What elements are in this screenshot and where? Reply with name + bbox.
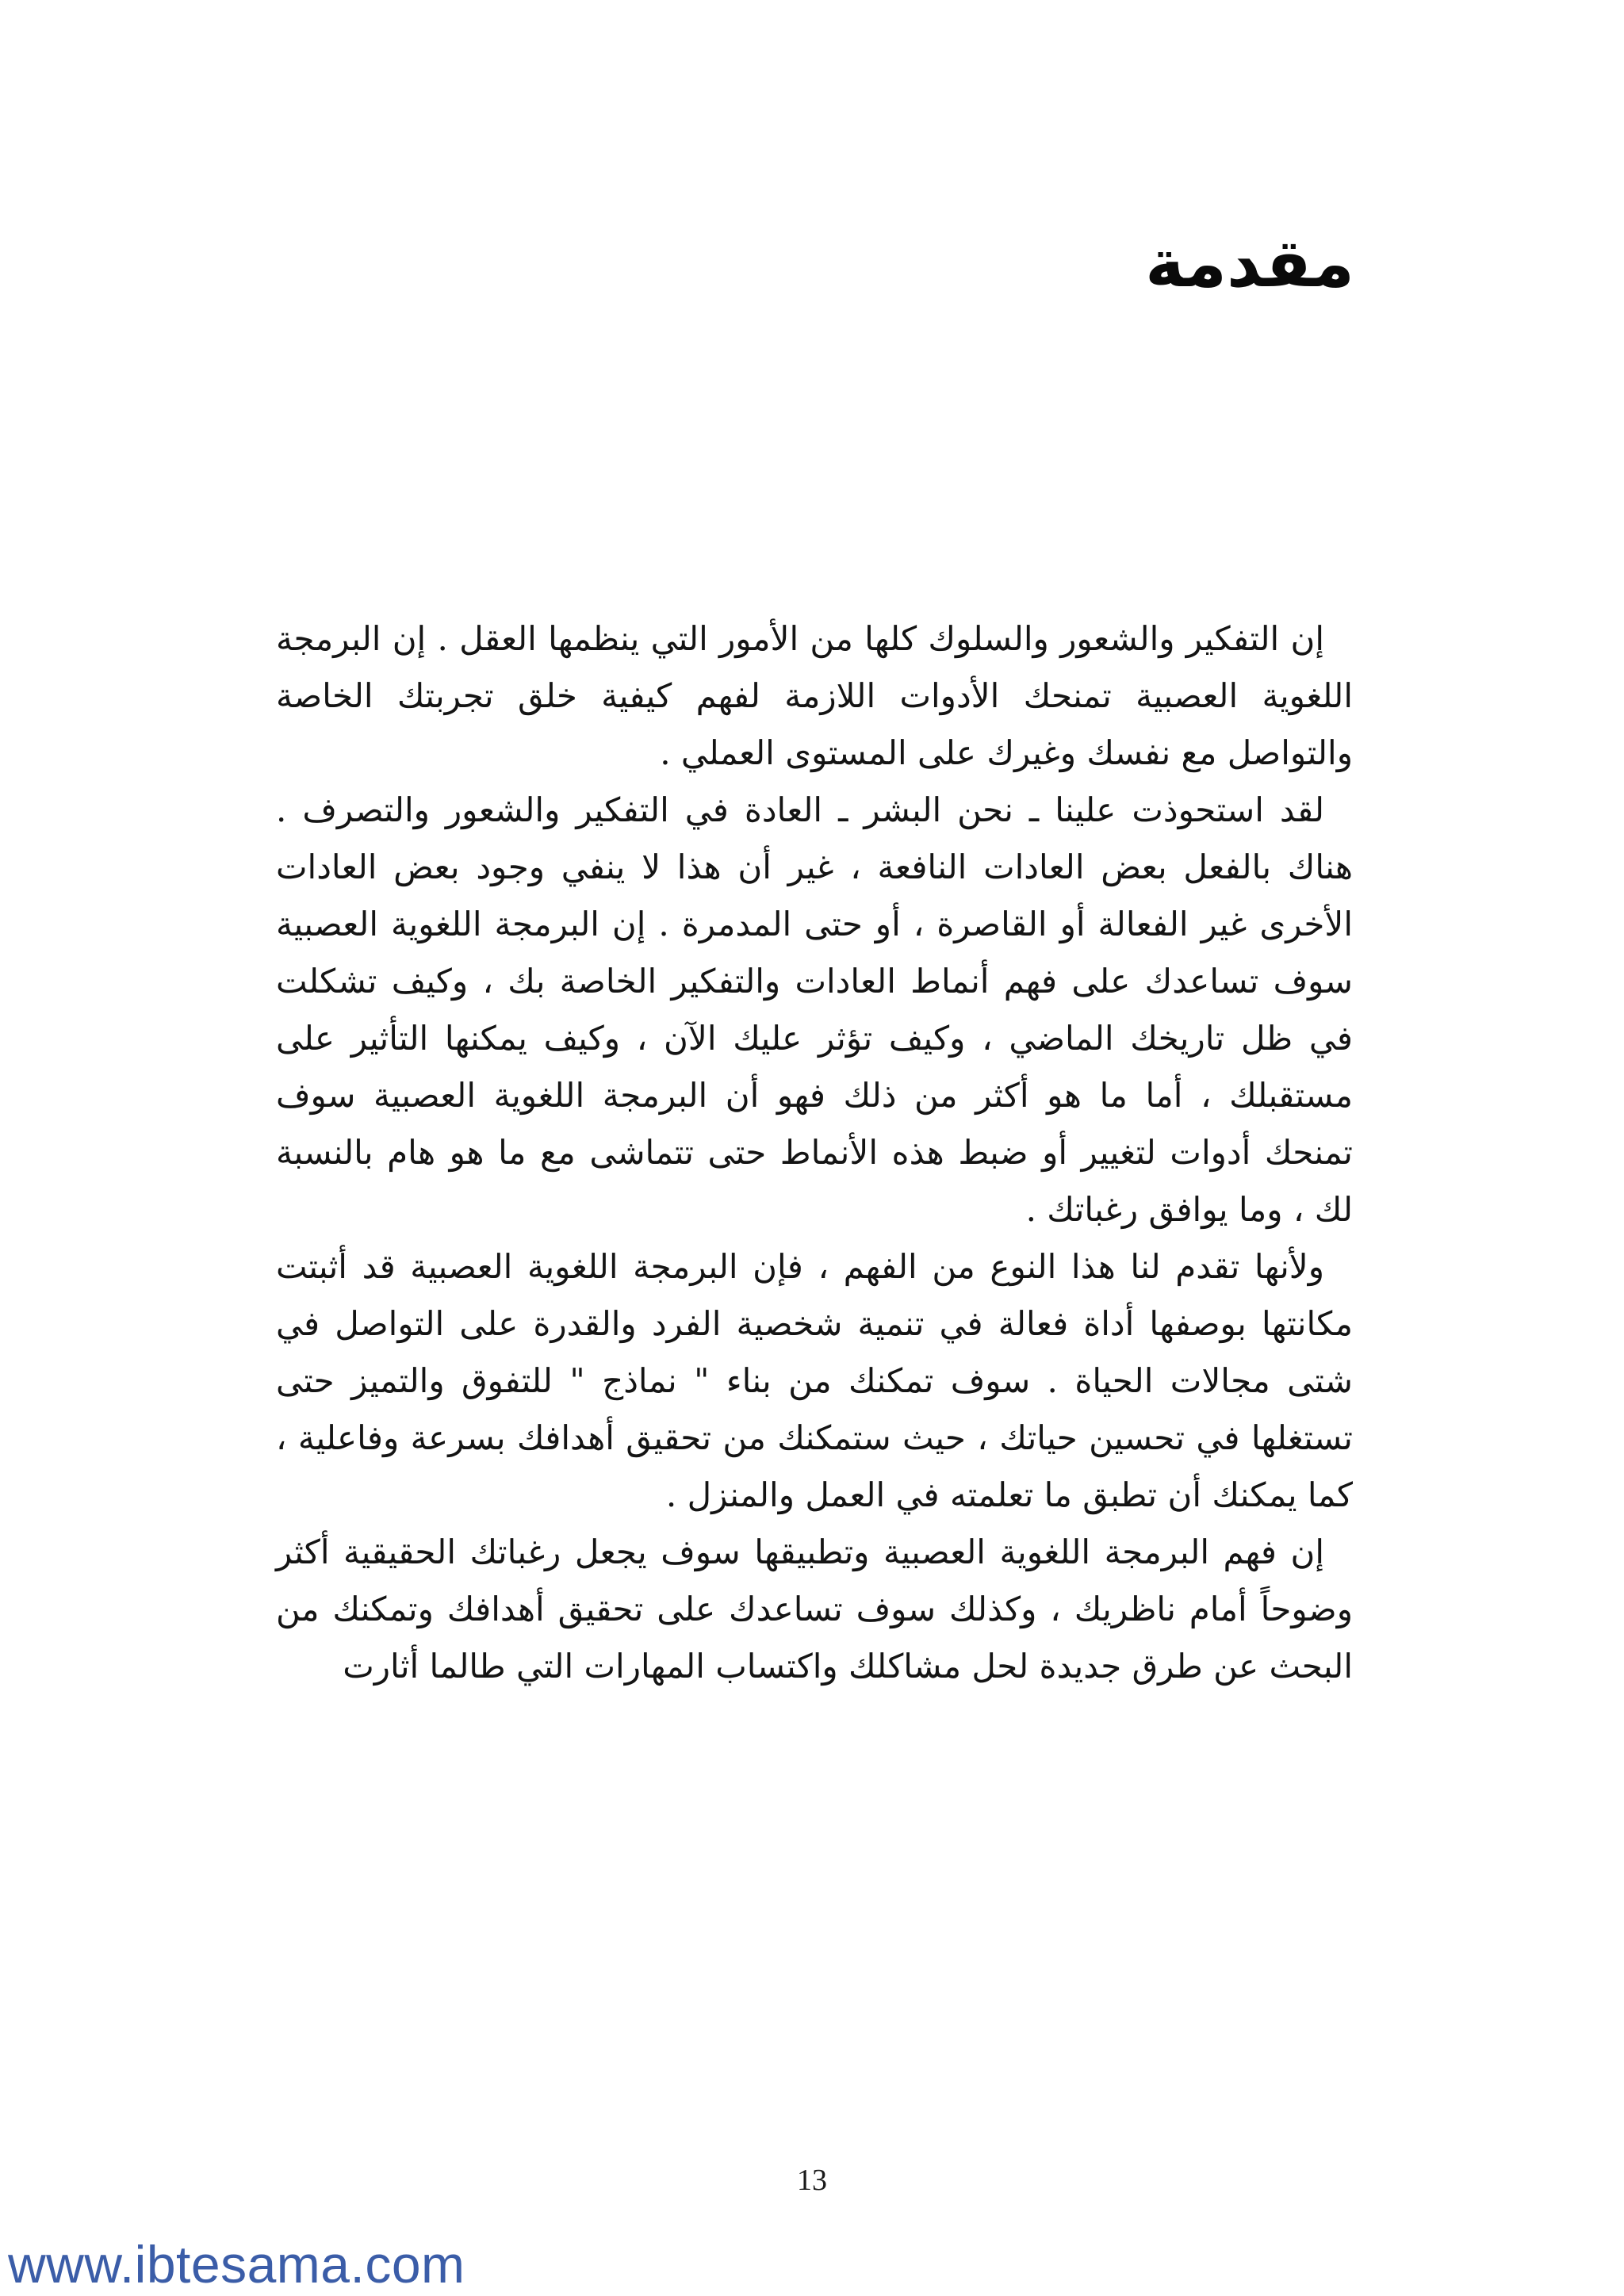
body-text <box>276 610 1353 1695</box>
paragraph-1: إن التفكير والشعور والسلوك كلها من الأمور التي ينظمها العقل . إن البرمجة اللغوية العصبية تمنحك الأدوات اللازمة لفهم كيفية خلق تجربتك الخاصة والتواصل مع نفسك وغيرك على المستوى العملي . <box>276 619 1353 772</box>
page-number: 13 <box>797 2164 827 2197</box>
chapter-title: مقدمة <box>1145 224 1354 302</box>
paragraph-2: لقد استحوذت علينا ـ نحن البشر ـ العادة في التفكير والشعور والتصرف . هناك بالفعل بعض العادات النافعة ، غير أن هذا لا ينفي وجود بعض العادات الأخرى غير الفعالة أو القاصرة ، أو حتى المدمرة . إن البرمجة اللغوية العصبية سوف تساعدك على فهم أنماط العادات والتفكير الخاصة بك ، وكيف تشكلت في ظل تاريخك الماضي ، وكيف تؤثر عليك الآن ، وكيف يمكنها التأثير على مستقبلك ، أما ما هو أكثر من ذلك فهو أن البرمجة اللغوية العصبية سوف تمنحك أدوات لتغيير أو ضبط هذه الأنماط حتى تتماشى مع ما هو هام بالنسبة لك ، وما يوافق رغباتك . <box>276 790 1353 1229</box>
paragraph-4: إن فهم البرمجة اللغوية العصبية وتطبيقها سوف يجعل رغباتك الحقيقية أكثر وضوحاً أمام ناظريك ، وكذلك سوف تساعدك على تحقيق أهدافك وتمكنك من البحث عن طرق جديدة لحل مشاكلك واكتساب المهارات التي طالما أثارت <box>276 1533 1353 1686</box>
paragraph-3: ولأنها تقدم لنا هذا النوع من الفهم ، فإن البرمجة اللغوية العصبية قد أثبتت مكانتها بوصفها أداة فعالة في تنمية شخصية الفرد والقدرة على التواصل في شتى مجالات الحياة . سوف تمكنك من بناء " نماذج " للتفوق والتميز حتى تستغلها في تحسين حياتك ، حيث ستمكنك من تحقيق أهدافك بسرعة وفاعلية ، كما يمكنك أن تطبق ما تعلمته في العمل والمنزل . <box>276 1247 1353 1514</box>
website-watermark: www.ibtesama.com <box>8 2235 465 2294</box>
